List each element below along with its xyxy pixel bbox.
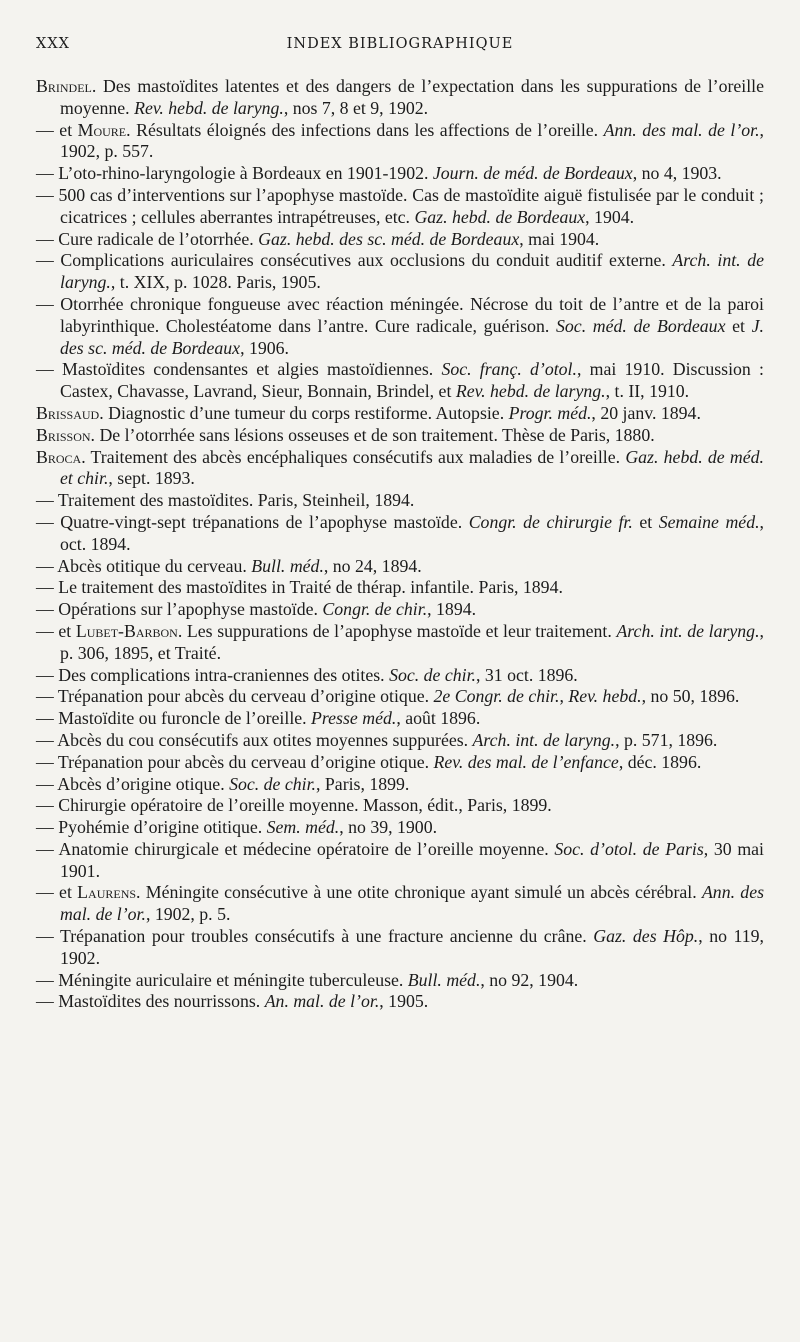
publication-title: J. des sc. méd. de Bordeaux <box>60 315 764 358</box>
bibliography-entry <box>36 882 764 926</box>
entry-text: , 1902, p. 5. <box>145 904 231 925</box>
publication-title: Soc. d’otol. de Paris <box>554 838 704 859</box>
entry-text: — Abcès d’origine otique. <box>36 773 230 794</box>
page-number: XXX <box>36 36 70 52</box>
bibliography-entry <box>36 163 764 185</box>
entry-text: — Quatre-vingt-sept trépanations de l’apophyse mastoïde. <box>36 511 469 532</box>
author-name: Lubet-Barbon <box>75 620 178 641</box>
entry-text: — Abcès otitique du cerveau. <box>36 555 252 576</box>
entry-text: — Trépanation pour troubles consécutifs à une fracture ancienne du crâne. <box>36 926 594 947</box>
entry-text: et <box>725 315 752 336</box>
publication-title: Soc. de chir. <box>229 773 317 794</box>
entry-text: , 31 oct. 1896. <box>475 664 578 685</box>
entry-text: , déc. 1896. <box>618 751 702 772</box>
bibliography-entry <box>36 839 764 883</box>
bibliography-entry <box>36 926 764 970</box>
entry-text: , <box>559 686 569 707</box>
entry-text: — Trépanation pour abcès du cerveau d’origine otique. <box>36 686 434 707</box>
bibliography-entry <box>36 556 764 578</box>
publication-title: Gaz. hebd. de Bordeaux <box>414 206 586 227</box>
entry-text: , nos 7, 8 et 9, 1902. <box>283 97 429 118</box>
bibliography-entry <box>36 250 764 294</box>
entry-text: . Des mastoïdites latentes et des dangers de l’expectation dans les suppurations de l’oreille moyenne. <box>60 76 764 118</box>
bibliography-entry <box>36 621 764 665</box>
publication-title: Semaine méd. <box>658 511 760 532</box>
running-title: INDEX BIBLIOGRAPHIQUE <box>286 36 514 52</box>
author-name: Brisson <box>36 424 91 445</box>
publication-title: Gaz. des Hôp. <box>593 926 699 947</box>
publication-title: Gaz. hebd. de méd. et chir. <box>60 446 764 489</box>
entry-text: , mai 1904. <box>519 228 600 249</box>
bibliography-entry <box>36 774 764 796</box>
publication-title: Rev. des mal. de l’enfance <box>433 751 619 772</box>
bibliography-entry <box>36 359 764 403</box>
entry-text: , août 1896. <box>396 708 481 729</box>
bibliography-entry <box>36 752 764 774</box>
bibliography-list <box>36 76 764 1013</box>
entry-text: et <box>632 511 659 532</box>
entry-text: — Pyohémie d’origine otitique. <box>36 817 267 838</box>
author-name: Laurens <box>77 882 137 903</box>
publication-title: Ann. des mal. de l’or. <box>603 119 760 140</box>
publication-title: 2e Congr. de chir. <box>433 686 560 707</box>
entry-text: — 500 cas d’interventions sur l’apophyse mastoïde. Cas de mastoïdite aiguë fistulisée par le conduit ; cicatrices ; cellules aberrantes intrapétreuses, etc. <box>36 184 764 227</box>
bibliography-entry <box>36 991 764 1013</box>
bibliography-entry <box>36 817 764 839</box>
entry-text: . Traitement des abcès encéphaliques consécutifs aux maladies de l’oreille. <box>81 446 626 467</box>
entry-text: — L’oto-rhino-laryngologie à Bordeaux en 1901-1902. <box>36 163 433 184</box>
publication-title: Presse méd. <box>311 708 397 729</box>
bibliography-entry <box>36 403 764 425</box>
publication-title: Ann. des mal. de l’or. <box>60 882 765 925</box>
bibliography-entry <box>36 447 764 491</box>
entry-text: — Trépanation pour abcès du cerveau d’origine otique. <box>36 751 434 772</box>
entry-text: — Chirurgie opératoire de l’oreille moyenne. Masson, édit., Paris, 1899. <box>36 795 552 816</box>
entry-text: , Paris, 1899. <box>316 773 410 794</box>
publication-title: Arch. int. de laryng. <box>60 250 764 293</box>
publication-title: Rev. hebd. <box>568 686 642 707</box>
entry-text: , oct. 1894. <box>60 511 764 554</box>
entry-text: , no 39, 1900. <box>339 817 438 838</box>
publication-title: Bull. méd. <box>407 969 481 990</box>
entry-text: , 1905. <box>379 991 429 1012</box>
bibliography-entry <box>36 76 764 120</box>
bibliography-entry <box>36 686 764 708</box>
publication-title: Sem. méd. <box>266 817 340 838</box>
publication-title: Gaz. hebd. des sc. méd. de Bordeaux <box>258 228 520 249</box>
entry-text: — Complications auriculaires consécutives aux occlusions du conduit auditif externe. <box>36 250 673 271</box>
publication-title: An. mal. de l’or. <box>264 991 380 1012</box>
entry-text: . Diagnostic d’une tumeur du corps restiforme. Autopsie. <box>99 402 509 423</box>
bibliography-entry <box>36 577 764 599</box>
entry-text: — Des complications intra-craniennes des otites. <box>36 664 390 685</box>
entry-text: — Méningite auriculaire et méningite tuberculeuse. <box>36 969 408 990</box>
entry-text: , p. 306, 1895, et Traité. <box>60 620 764 663</box>
entry-text: — Otorrhée chronique fongueuse avec réaction méningée. Nécrose du toit de l’antre et de la paroi labyrinthique. Cholestéatome dans l’antre. Cure radicale, guérison. <box>36 293 764 336</box>
entry-text: — Anatomie chirurgicale et médecine opératoire de l’oreille moyenne. <box>36 838 555 859</box>
entry-text: . De l’otorrhée sans lésions osseuses et de son traitement. Thèse de Paris, 1880. <box>90 424 655 445</box>
bibliography-entry <box>36 490 764 512</box>
bibliography-entry <box>36 665 764 687</box>
entry-text: , 1904. <box>585 206 635 227</box>
entry-text: — Cure radicale de l’otorrhée. <box>36 228 259 249</box>
entry-text: , no 24, 1894. <box>323 555 422 576</box>
entry-text: , no 119, 1902. <box>60 926 764 968</box>
publication-title: Journ. de méd. de Bordeaux <box>432 163 633 184</box>
entry-text: , mai 1910. Discussion : Castex, Chavasse, Lavrand, Sieur, Bonnain, Brindel, et <box>60 359 764 402</box>
publication-title: Soc. franç. d’otol. <box>441 359 577 380</box>
publication-title: Congr. de chir. <box>322 599 428 620</box>
entry-text: — et <box>36 119 78 140</box>
bibliography-entry <box>36 425 764 447</box>
entry-text: , no 50, 1896. <box>641 686 740 707</box>
entry-text: — Traitement des mastoïdites. Paris, Steinheil, 1894. <box>36 490 415 511</box>
entry-text: , 1906. <box>240 337 289 358</box>
bibliography-entry <box>36 120 764 164</box>
author-name: Broca <box>36 446 82 467</box>
bibliography-entry <box>36 795 764 817</box>
author-name: Moure <box>77 119 127 140</box>
bibliography-entry <box>36 599 764 621</box>
publication-title: Bull. méd. <box>251 555 324 576</box>
entry-text: , 1894. <box>427 599 477 620</box>
entry-text: , sept. 1893. <box>108 468 195 489</box>
bibliography-entry <box>36 708 764 730</box>
entry-text: , 1902, p. 557. <box>60 119 764 162</box>
author-name: Brindel <box>36 76 92 96</box>
entry-text: , p. 571, 1896. <box>615 729 718 750</box>
entry-text: — Mastoïdite ou furoncle de l’oreille. <box>36 708 312 729</box>
publication-title: Soc. méd. de Bordeaux <box>556 315 726 336</box>
publication-title: Congr. de chirurgie fr. <box>468 511 633 532</box>
bibliography-entry <box>36 229 764 251</box>
publication-title: Progr. méd. <box>508 402 592 423</box>
publication-title: Arch. int. de laryng. <box>472 729 616 750</box>
entry-text: — Abcès du cou consécutifs aux otites moyennes suppurées. <box>36 729 473 750</box>
entry-text: , t. II, 1910. <box>605 381 690 402</box>
entry-text: , no 92, 1904. <box>480 969 579 990</box>
publication-title: Soc. de chir. <box>389 664 476 685</box>
publication-title: Rev. hebd. de laryng. <box>455 381 606 402</box>
entry-text: , 20 janv. 1894. <box>591 402 701 423</box>
entry-text: — Opérations sur l’apophyse mastoïde. <box>36 599 323 620</box>
entry-text: — Mastoïdites condensantes et algies mastoïdiennes. <box>36 359 442 380</box>
entry-text: , no 4, 1903. <box>632 163 722 184</box>
page-header <box>36 36 764 58</box>
bibliography-entry <box>36 512 764 556</box>
bibliography-entry <box>36 185 764 229</box>
bibliography-entry <box>36 730 764 752</box>
entry-text: — et <box>36 620 76 641</box>
author-name: Brissaud <box>36 402 100 423</box>
publication-title: Rev. hebd. de laryng. <box>134 97 284 118</box>
bibliography-entry <box>36 294 764 359</box>
entry-text: — Le traitement des mastoïdites in Traité de thérap. infantile. Paris, 1894. <box>36 577 563 598</box>
entry-text: . Méningite consécutive à une otite chronique ayant simulé un abcès cérébral. <box>136 882 702 903</box>
entry-text: — et <box>36 882 78 903</box>
entry-text: — Mastoïdites des nourrissons. <box>36 991 265 1012</box>
publication-title: Arch. int. de laryng. <box>616 620 760 641</box>
entry-text: . Les suppurations de l’apophyse mastoïde et leur traitement. <box>177 620 617 641</box>
entry-text: , t. XIX, p. 1028. Paris, 1905. <box>110 272 321 293</box>
entry-text: , 30 mai 1901. <box>60 838 765 881</box>
bibliography-entry <box>36 970 764 992</box>
entry-text: . Résultats éloignés des infections dans les affections de l’oreille. <box>126 119 604 140</box>
